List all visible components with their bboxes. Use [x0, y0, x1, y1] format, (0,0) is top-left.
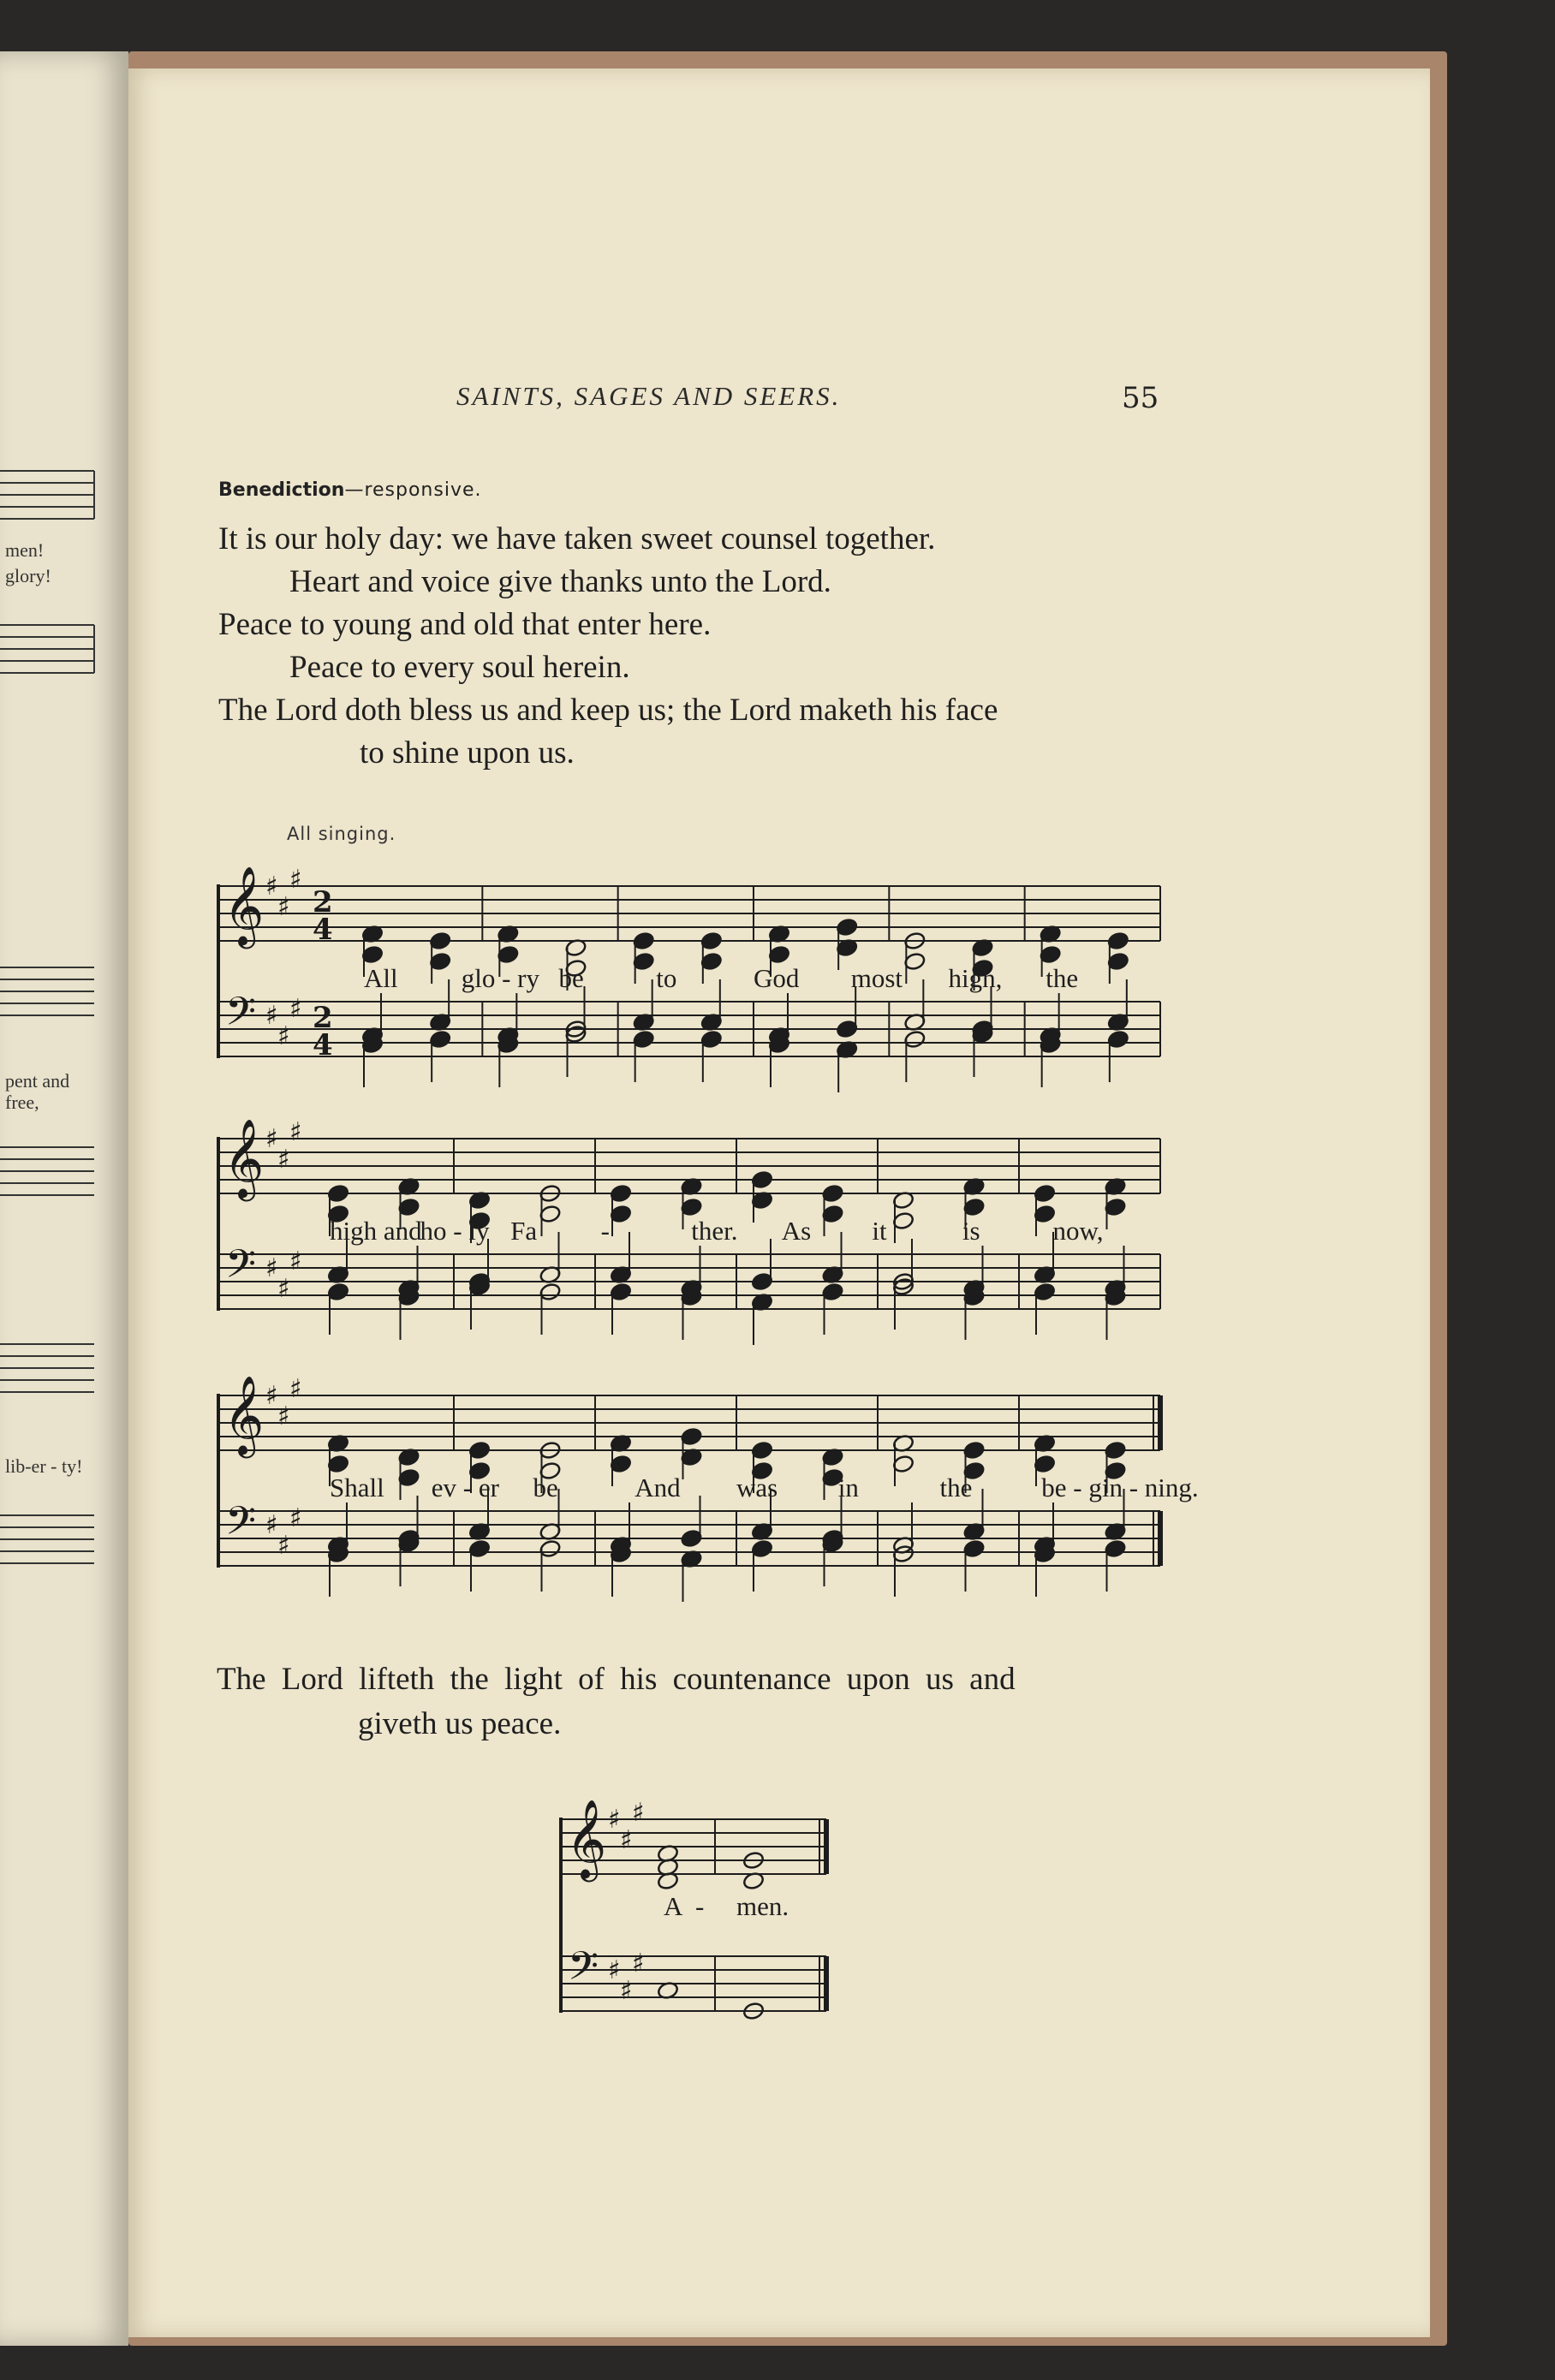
verse-line: It is our holy day: we have taken sweet counsel together. [218, 521, 936, 556]
sharp-sign: ♯ [277, 1401, 290, 1431]
facing-page-text: glory! [5, 565, 51, 586]
sharp-sign: ♯ [277, 892, 290, 922]
lyric-syllable: to [656, 963, 677, 993]
verse-line: The Lord doth bless us and keep us; the Lord maketh his face [218, 693, 998, 728]
rubric-title: Benediction [218, 479, 345, 501]
lyric-syllable: it [872, 1216, 887, 1246]
hymn-system [218, 865, 1160, 1092]
sharp-sign: ♯ [265, 1510, 278, 1540]
sharp-sign: ♯ [620, 1976, 633, 2006]
sharp-sign: ♯ [632, 1949, 645, 1978]
treble-clef-icon: 𝄞 [223, 866, 265, 945]
sharp-sign: ♯ [277, 1531, 290, 1561]
sharp-sign: ♯ [265, 1381, 278, 1411]
verse-line: giveth us peace. [358, 1706, 562, 1741]
verse-line: to shine upon us. [360, 735, 575, 771]
lyric-syllable: - [600, 1216, 610, 1246]
lyric-syllable: And [635, 1473, 681, 1502]
lyric-syllable: - [695, 1891, 705, 1921]
sharp-sign: ♯ [289, 865, 302, 895]
facing-page-text: men! [5, 539, 45, 561]
bass-clef-icon: 𝄢 [225, 989, 257, 1044]
treble-clef-icon: 𝄞 [223, 1375, 265, 1455]
facing-page-text: pent and free, [5, 1070, 70, 1114]
lyric-syllable: now, [1052, 1216, 1104, 1246]
lyric-syllable: in [837, 1473, 859, 1502]
time-signature: 2 [313, 1001, 333, 1035]
lyric-syllable: most [850, 963, 903, 993]
lyric-syllable: be [533, 1473, 558, 1502]
sharp-sign: ♯ [277, 1021, 290, 1051]
lyric-syllable: was [736, 1473, 778, 1502]
sharp-sign: ♯ [608, 1955, 621, 1985]
sharp-sign: ♯ [632, 1798, 645, 1828]
sharp-sign: ♯ [265, 1253, 278, 1283]
bass-clef-icon: 𝄢 [568, 1943, 599, 1999]
sharp-sign: ♯ [289, 1117, 302, 1147]
music-direction: All singing. [287, 824, 396, 844]
sharp-sign: ♯ [265, 872, 278, 901]
sharp-sign: ♯ [620, 1825, 633, 1855]
lyric-syllable: high, [948, 963, 1003, 993]
sharp-sign: ♯ [289, 1247, 302, 1276]
facing-page-text: lib-er - ty! [5, 1455, 83, 1477]
sharp-sign: ♯ [289, 1503, 302, 1533]
lyric-syllable: A [664, 1891, 683, 1921]
time-signature: 4 [313, 1028, 333, 1062]
verse-line: Peace to young and old that enter here. [218, 607, 712, 642]
lyric-syllable: is [962, 1216, 980, 1246]
lyric-syllable: be [558, 963, 584, 993]
hymn-system [218, 1374, 1199, 1602]
running-title: SAINTS, SAGES AND SEERS. [456, 381, 842, 411]
lyric-syllable: God [754, 963, 800, 993]
lyric-syllable: the [939, 1473, 973, 1502]
treble-clef-icon: 𝄞 [223, 1118, 265, 1198]
sharp-sign: ♯ [289, 1374, 302, 1404]
lyric-syllable: ther. [691, 1216, 738, 1246]
bass-clef-icon: 𝄢 [225, 1498, 257, 1554]
sharp-sign: ♯ [277, 1145, 290, 1175]
sharp-sign: ♯ [277, 1274, 290, 1304]
verse-line: The Lord lifteth the light of his countenance upon us and [217, 1662, 1016, 1697]
lyric-syllable: Fa [510, 1216, 538, 1246]
sharp-sign: ♯ [608, 1805, 621, 1835]
lyric-syllable: men. [736, 1891, 789, 1921]
sharp-sign: ♯ [265, 1001, 278, 1031]
lyric-syllable: Shall [330, 1473, 384, 1502]
lyric-syllable: glo - ry [461, 963, 540, 993]
lyric-syllable: high and [330, 1216, 422, 1246]
verse-line: Heart and voice give thanks unto the Lord. [289, 564, 831, 599]
treble-clef-icon: 𝄞 [566, 1799, 607, 1878]
sharp-sign: ♯ [289, 994, 302, 1024]
hymn-system [218, 1117, 1160, 1345]
lyric-syllable: All [364, 963, 398, 993]
lyric-syllable: ho - ly [420, 1216, 490, 1246]
time-signature: 2 [313, 885, 333, 919]
page-number: 55 [1122, 381, 1159, 415]
sharp-sign: ♯ [265, 1124, 278, 1154]
rubric-subtitle: —responsive. [344, 479, 482, 501]
bass-clef-icon: 𝄢 [225, 1241, 257, 1297]
lyric-syllable: As [781, 1216, 812, 1246]
time-signature: 4 [313, 913, 333, 947]
lyric-syllable: be - gin - ning. [1041, 1473, 1199, 1502]
lyric-syllable: the [1046, 963, 1079, 993]
verse-line: Peace to every soul herein. [289, 650, 630, 685]
lyric-syllable: ev - er [431, 1473, 499, 1502]
